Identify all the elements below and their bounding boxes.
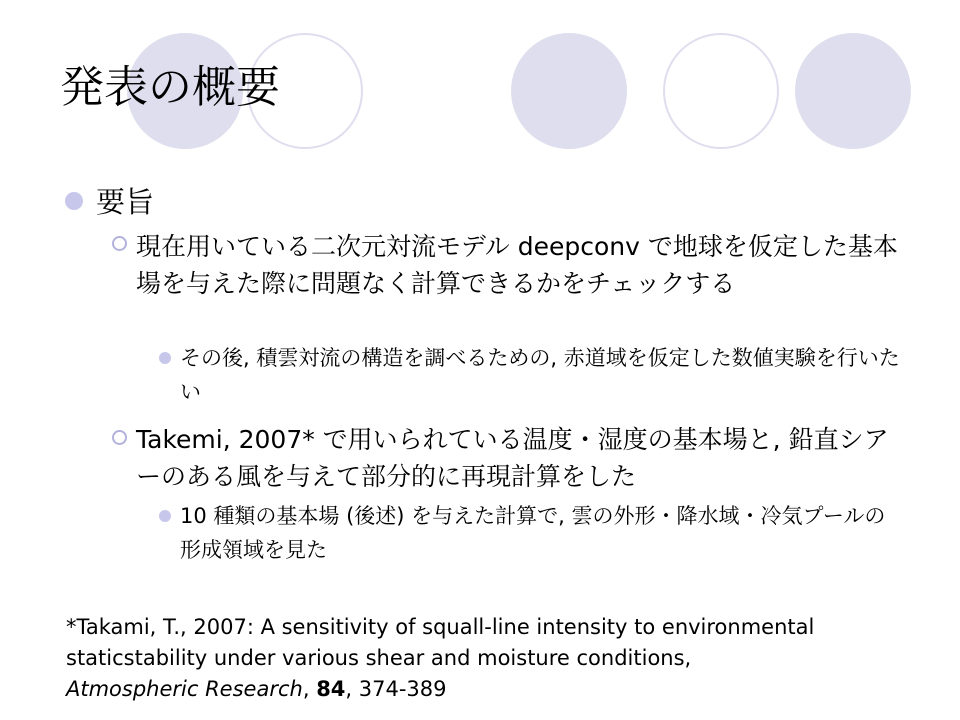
reference-separator: , bbox=[302, 677, 317, 701]
bullet-small-icon bbox=[159, 352, 171, 364]
decorative-circle bbox=[663, 33, 779, 149]
bullet-level2: Takemi, 2007* で用いられている温度・湿度の基本場と, 鉛直シアーのある風を与えて部分的に再現計算をした bbox=[136, 425, 889, 491]
bullet-ring-icon bbox=[112, 236, 127, 251]
bullet-ring-icon bbox=[112, 430, 127, 445]
bullet-level3: その後, 積雲対流の構造を調べるための, 赤道域を仮定した数値実験を行いたい bbox=[180, 346, 900, 404]
reference bbox=[66, 612, 926, 705]
bullet-level2: 現在用いている二次元対流モデル deepconv で地球を仮定した基本場を与えた際に問題なく計算できるかをチェックする bbox=[136, 232, 898, 298]
decorative-circle bbox=[795, 33, 911, 149]
bullet-level3: 10 種類の基本場 (後述) を与えた計算で, 雲の外形・降水域・冷気プールの形成領域を見た bbox=[180, 504, 886, 562]
decorative-circle bbox=[511, 33, 627, 149]
bullet-level1: 要旨 bbox=[96, 185, 155, 219]
reference-pages: , 374-389 bbox=[345, 677, 447, 701]
slide-title: 発表の概要 bbox=[60, 62, 280, 113]
reference-authors: *Takami, T., 2007: A sensitivity of squall-line intensity to environmental staticstability under various shear and moisture conditions, bbox=[66, 615, 815, 670]
reference-volume: 84 bbox=[316, 677, 346, 701]
bullet-small-icon bbox=[159, 510, 171, 522]
bullet-filled-icon bbox=[65, 192, 83, 210]
reference-journal: Atmospheric Research bbox=[66, 677, 303, 701]
